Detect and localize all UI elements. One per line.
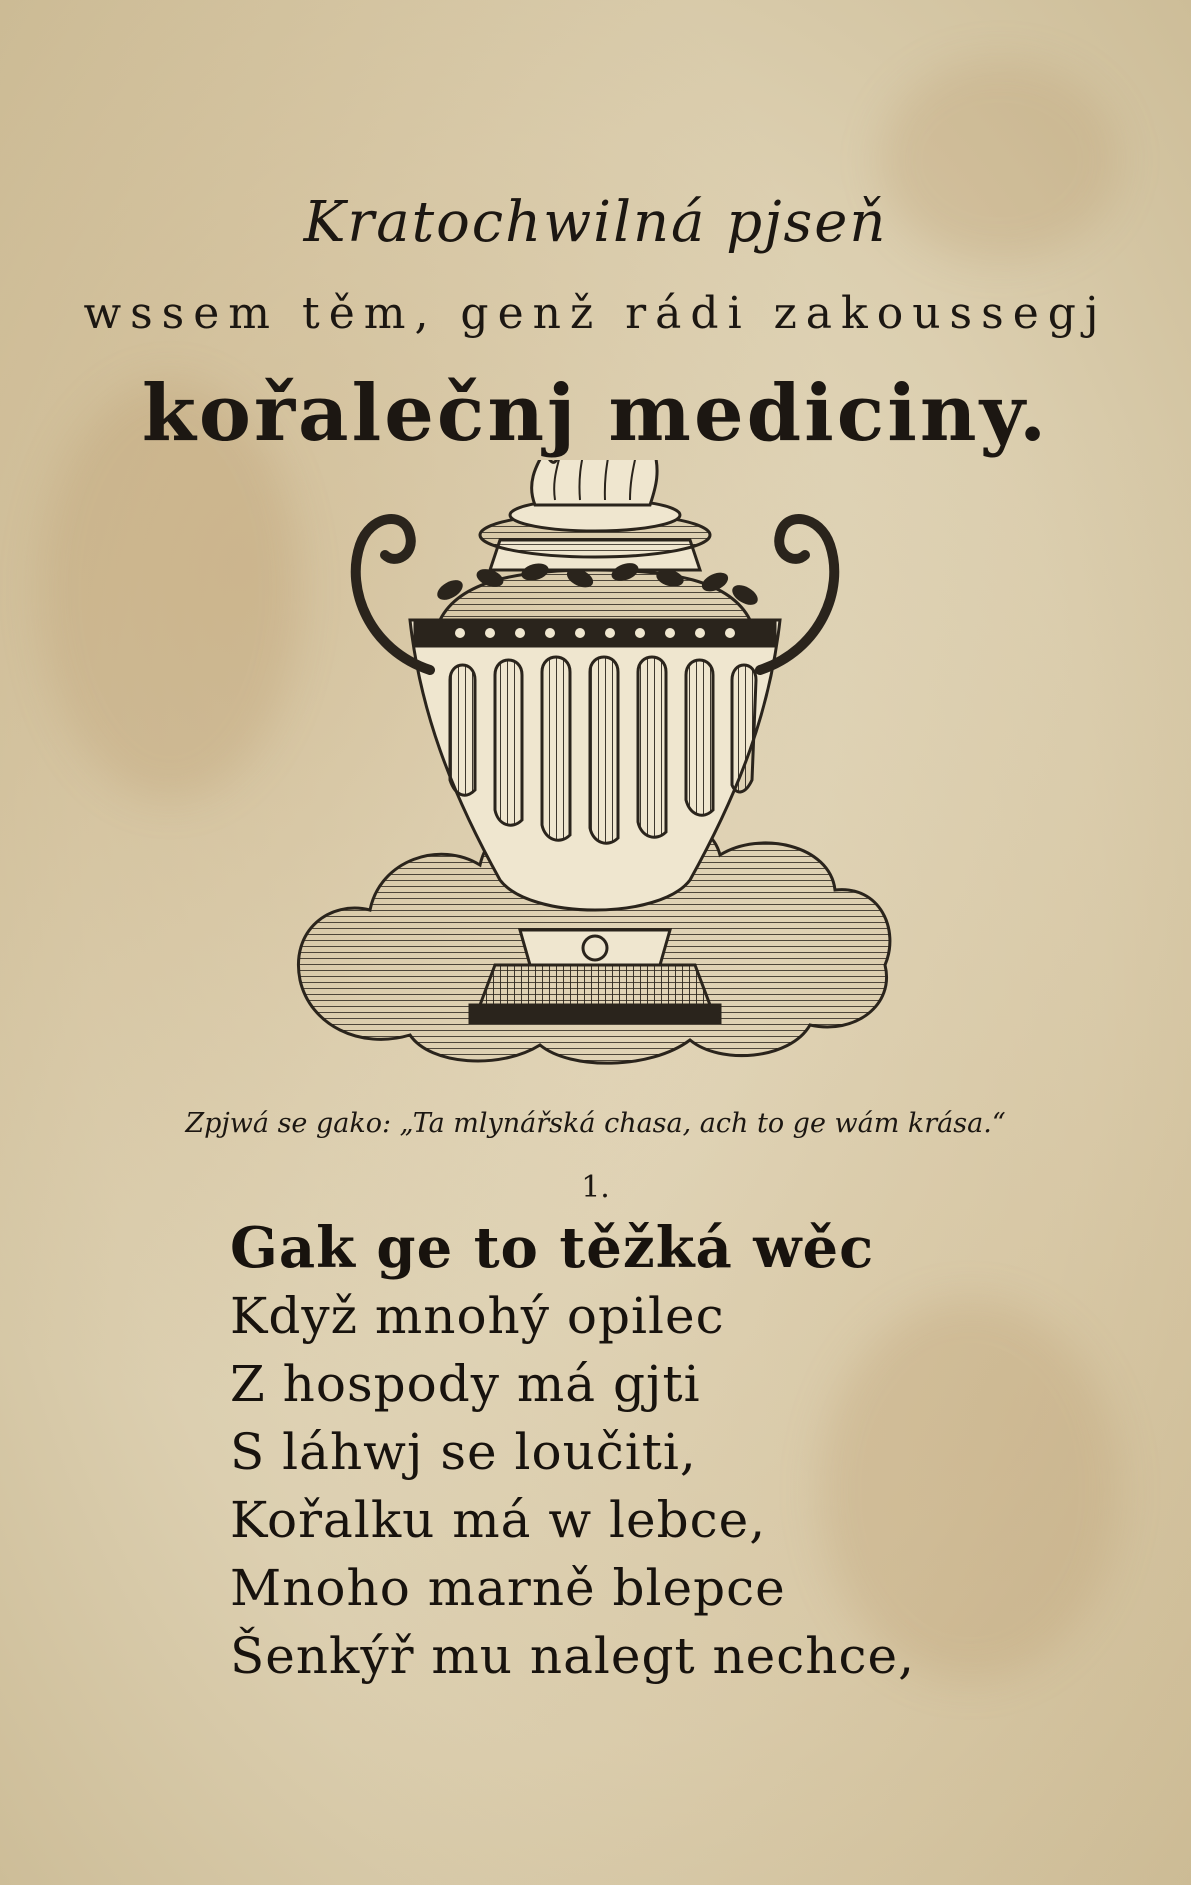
title-line-2: wssem těm, genž rádi zakoussegj [83, 288, 1108, 339]
stanza-number: 1. [581, 1170, 610, 1205]
verse-line: Z hospody má gjti [230, 1355, 701, 1413]
urn-body [410, 499, 780, 910]
verse-line: Mnoho marně blepce [230, 1559, 786, 1617]
verse-line: Když mnohý opilec [230, 1287, 725, 1345]
title-line-1: Kratochwilná pjseň [303, 190, 888, 255]
melody-note: Zpjwá se gako: „Ta mlynářská chasa, ach to ge wám krása.“ [185, 1108, 1006, 1139]
flames [532, 460, 657, 505]
verse-line: Kořalku má w lebce, [230, 1491, 767, 1549]
urn-with-flames-icon [290, 460, 900, 1080]
verse-line: Šenkýř mu nalegt nechce, [230, 1627, 915, 1685]
verse-stanza [230, 1214, 1030, 1690]
verse-line: Gak ge to těžká wěc [230, 1215, 875, 1281]
verse-line: S láhwj se loučiti, [230, 1423, 697, 1481]
title-line-3: kořalečnj mediciny. [141, 368, 1050, 459]
